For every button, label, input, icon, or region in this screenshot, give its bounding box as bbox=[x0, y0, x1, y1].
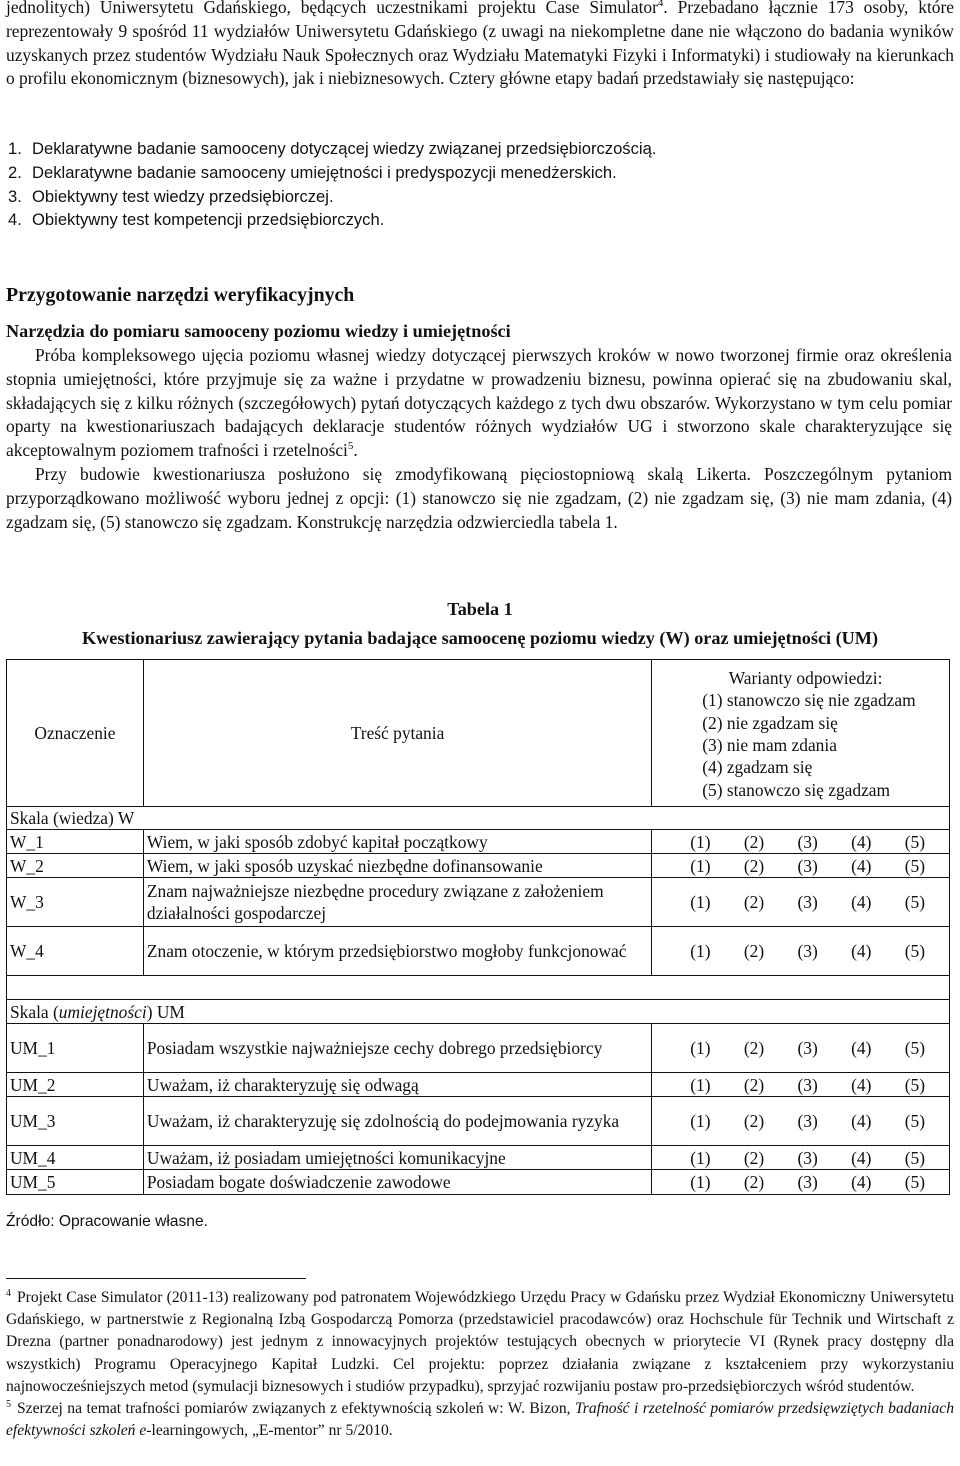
question-text: Posiadam bogate doświadczenie zawodowe bbox=[143, 1170, 651, 1195]
answer-option[interactable]: (4) bbox=[851, 941, 872, 962]
research-steps-list bbox=[6, 137, 954, 232]
answer-option[interactable]: (5) bbox=[904, 1172, 925, 1193]
answer-options bbox=[652, 1097, 950, 1146]
question-text: Uważam, iż charakteryzuję się odwagą bbox=[143, 1073, 651, 1097]
step-item bbox=[6, 137, 954, 161]
footnote-5 bbox=[6, 1398, 954, 1442]
table-source: Źródło: Opracowanie własne. bbox=[6, 1213, 208, 1230]
footnote-5-text: Szerzej na temat trafności pomiarów związanych z efektywnością szkoleń w: W. Bizon, bbox=[17, 1400, 575, 1418]
blank-cell bbox=[7, 976, 950, 1000]
question-text: Znam najważniejsze niezbędne procedury związane z założeniem działalności gospodarczej bbox=[143, 878, 651, 927]
answer-option[interactable]: (4) bbox=[851, 1111, 872, 1132]
answer-option[interactable]: (3) bbox=[797, 1172, 818, 1193]
table-caption: Kwestionariusz zawierający pytania badające samoocenę poziomu wiedzy (W) oraz umiejętności (UM) bbox=[81, 628, 879, 648]
scale-um-prefix: Skala ( bbox=[10, 1001, 59, 1022]
intro-paragraph bbox=[6, 0, 954, 91]
variant-option: (2) nie zgadzam się bbox=[702, 712, 838, 733]
variant-option: (3) nie mam zdania bbox=[702, 735, 837, 755]
table-row bbox=[7, 1073, 950, 1097]
answer-option[interactable]: (4) bbox=[851, 855, 872, 876]
footnote-5-number: 5 bbox=[6, 1398, 11, 1410]
step-number: 3. bbox=[8, 186, 22, 206]
answer-option[interactable]: (1) bbox=[690, 941, 711, 962]
paragraph-2: Przy budowie kwestionariusza posłużono się zmodyfikowaną pięciostopniową skalą Likerta. Poszczególnym pytaniom przyporządkowano możliwość wyboru jednej z opcji: (1) stanowczo się nie zgadzam, (2) nie zgadzam się, (3) nie mam zdania, (4) zgadzam się, (5) stanowczo się zgadzam. Konstrukcję narzędzia odzwierciedla tabela 1. bbox=[6, 463, 952, 532]
step-text: Deklaratywne badanie samooceny dotyczącej wiedzy związanej przedsiębiorczością. bbox=[32, 139, 657, 158]
table-header-row bbox=[7, 660, 950, 807]
answer-options bbox=[652, 1073, 950, 1097]
scale-w-row bbox=[7, 807, 950, 830]
answer-options bbox=[652, 1146, 950, 1170]
table-row bbox=[7, 854, 950, 878]
variant-option: (1) stanowczo się nie zgadzam bbox=[702, 690, 916, 711]
scale-um-suffix: ) UM bbox=[146, 1001, 185, 1022]
answer-option[interactable]: (4) bbox=[851, 1172, 872, 1193]
answer-options bbox=[652, 1170, 950, 1195]
question-text: Uważam, iż posiadam umiejętności komunikacyjne bbox=[143, 1146, 651, 1170]
answer-options bbox=[652, 878, 950, 927]
step-number: 2. bbox=[8, 162, 22, 182]
intro-text-rest: . Przebadano łącznie 173 osoby, które reprezentowały 9 spośród 11 wydziałów Uniwersytetu Gdańskiego (z uwagi na niekompletne dane nie włączono do badania wyników uzyskanych przez studentów Wydziału Nauk Społecznych oraz Wydziału Matematyki Fizyki i Informatyki) i studiowały na kierunkach o profilu ekonomicznym (biznesowych), jak i niebiznesowych. Cztery główne etapy badań przedstawiały się następująco: bbox=[6, 0, 954, 89]
answer-options bbox=[652, 1024, 950, 1073]
header-code: Oznaczenie bbox=[7, 660, 144, 807]
answer-option[interactable]: (3) bbox=[797, 1147, 818, 1168]
answer-option[interactable]: (5) bbox=[904, 941, 925, 962]
footnote-4-number: 4 bbox=[6, 1287, 11, 1299]
answer-option[interactable]: (1) bbox=[690, 1147, 711, 1168]
step-number: 4. bbox=[8, 210, 22, 230]
answer-option[interactable]: (2) bbox=[743, 855, 765, 876]
answer-option[interactable]: (1) bbox=[690, 831, 711, 852]
answer-options bbox=[652, 927, 950, 976]
answer-option[interactable]: (2) bbox=[743, 831, 765, 852]
question-code: W_4 bbox=[7, 927, 144, 976]
answer-option[interactable]: (3) bbox=[797, 831, 818, 852]
step-number: 1. bbox=[8, 139, 22, 158]
answer-option[interactable]: (2) bbox=[743, 1172, 765, 1193]
answer-option[interactable]: (1) bbox=[690, 1111, 711, 1132]
table-row bbox=[7, 927, 950, 976]
answer-option[interactable]: (2) bbox=[743, 1111, 765, 1132]
body-text bbox=[6, 344, 952, 534]
question-code: UM_4 bbox=[7, 1146, 144, 1170]
footnote-4 bbox=[6, 1287, 954, 1398]
answer-option[interactable]: (4) bbox=[851, 1074, 872, 1095]
answer-options bbox=[652, 830, 950, 854]
question-text: Wiem, w jaki sposób uzyskać niezbędne dofinansowanie bbox=[143, 854, 651, 878]
answer-option[interactable]: (5) bbox=[904, 892, 925, 913]
scale-w-row-label bbox=[7, 807, 950, 830]
answer-option[interactable]: (5) bbox=[904, 855, 925, 876]
questionnaire-table bbox=[6, 659, 950, 1195]
answer-option[interactable]: (1) bbox=[690, 1074, 711, 1095]
answer-option[interactable]: (1) bbox=[690, 892, 711, 913]
table-row bbox=[7, 1146, 950, 1170]
table-row bbox=[7, 1024, 950, 1073]
scale-um-italic: umiejętności bbox=[58, 1001, 147, 1022]
blank-row bbox=[7, 976, 950, 1000]
footnote-ref-4[interactable]: 4 bbox=[657, 0, 664, 10]
question-text: Uważam, iż charakteryzuję się zdolnością do podejmowania ryzyka bbox=[143, 1097, 651, 1146]
footnote-5-journal: „E-mentor” nr 5/2010. bbox=[251, 1422, 393, 1440]
answer-option[interactable]: (5) bbox=[904, 1038, 925, 1059]
answer-option[interactable]: (5) bbox=[904, 1147, 925, 1168]
header-question: Treść pytania bbox=[143, 660, 651, 807]
answer-option[interactable]: (5) bbox=[904, 1074, 925, 1095]
answer-option[interactable]: (1) bbox=[690, 1038, 711, 1059]
answer-option[interactable]: (3) bbox=[797, 892, 818, 913]
question-code: UM_5 bbox=[7, 1170, 144, 1195]
step-item bbox=[6, 161, 954, 185]
answer-option[interactable]: (3) bbox=[797, 1074, 818, 1095]
question-text: Posiadam wszystkie najważniejsze cechy dobrego przedsiębiorcy bbox=[143, 1024, 651, 1073]
footnote-5-title: Trafność i rzetelność pomiarów przedsięwziętych badaniach efektywności szkoleń e- bbox=[6, 1400, 954, 1440]
footnotes bbox=[6, 1287, 954, 1442]
question-text: Znam otoczenie, w którym przedsiębiorstwo mogłoby funkcjonować bbox=[143, 927, 651, 976]
step-item bbox=[6, 208, 954, 232]
answer-option[interactable]: (4) bbox=[851, 892, 872, 913]
answer-option[interactable]: (3) bbox=[797, 1038, 818, 1059]
intro-text-start: jednolitych) Uniwersytetu Gdańskiego, będących uczestnikami projektu Case Simulator bbox=[6, 0, 658, 17]
answer-option[interactable]: (2) bbox=[743, 892, 765, 913]
scale-um-row-label bbox=[7, 1000, 950, 1024]
answer-option[interactable]: (4) bbox=[851, 831, 872, 852]
scale-w-text: Skala (wiedza) W bbox=[10, 808, 135, 828]
question-code: UM_1 bbox=[7, 1024, 144, 1073]
subsection-title: Narzędzia do pomiaru samooceny poziomu wiedzy i umiejętności bbox=[6, 321, 511, 341]
answer-option[interactable]: (3) bbox=[797, 941, 818, 962]
table-row bbox=[7, 1097, 950, 1146]
footnote-ref-5[interactable]: 5 bbox=[347, 440, 354, 453]
table-row bbox=[7, 878, 950, 927]
question-code: W_2 bbox=[7, 854, 144, 878]
step-text: Obiektywny test kompetencji przedsiębiorczych. bbox=[32, 210, 385, 230]
answer-options bbox=[652, 854, 950, 878]
footnote-separator bbox=[6, 1278, 306, 1279]
answer-option[interactable]: (5) bbox=[904, 831, 925, 852]
answer-option[interactable]: (4) bbox=[851, 1147, 872, 1168]
answer-option[interactable]: (3) bbox=[797, 855, 818, 876]
question-text: Wiem, w jaki sposób zdobyć kapitał początkowy bbox=[143, 830, 651, 854]
table-label: Tabela 1 bbox=[447, 599, 513, 619]
footnote-4-text: Projekt Case Simulator (2011-13) realizowany pod patronatem Wojewódzkiego Urzędu Pracy w Gdańsku przez Wydział Ekonomiczny Uniwersytetu Gdańskiego, w partnerstwie z Regionalną Izbą Gospodarczą Pomorza (przedstawiciel pracodawców) oraz Hochschule für Technik und Wirtschaft z Drezna (partner ponadnarodowy) jest jednym z innowacyjnych projektów testujących obecnych w priorytecie VI (Rynek pracy dostępny dla wszystkich) Programu Operacyjnego Kapitał Ludzki. Cel projektu: poprzez działania związane z kształceniem przy wykorzystaniu najnowocześniejszych metod (symulacji biznesowych i studiów przypadku), sprzyjać rozwijaniu postaw pro-przedsiębiorczych wśród studentów. bbox=[6, 1289, 954, 1395]
question-code: UM_3 bbox=[7, 1097, 144, 1146]
answer-option[interactable]: (2) bbox=[743, 941, 765, 962]
answer-option[interactable]: (2) bbox=[743, 1074, 765, 1095]
paragraph-1-end: . bbox=[353, 440, 358, 461]
variants-title: Warianty odpowiedzi: bbox=[728, 667, 883, 688]
footnote-5-mid: learningowych, bbox=[151, 1422, 252, 1440]
step-item bbox=[6, 185, 954, 209]
step-text: Obiektywny test wiedzy przedsiębiorczej. bbox=[32, 186, 334, 206]
variant-option: (5) stanowczo się zgadzam bbox=[702, 779, 891, 800]
answer-option[interactable]: (1) bbox=[690, 1172, 711, 1193]
answer-option[interactable]: (2) bbox=[743, 1147, 765, 1168]
header-variants bbox=[652, 660, 950, 807]
table-row bbox=[7, 1170, 950, 1195]
table-row bbox=[7, 830, 950, 854]
answer-option[interactable]: (2) bbox=[743, 1038, 765, 1059]
answer-option[interactable]: (5) bbox=[904, 1111, 925, 1132]
question-code: W_1 bbox=[7, 830, 144, 854]
paragraph-1 bbox=[6, 344, 952, 463]
paragraph-1-text: Próba kompleksowego ujęcia poziomu własnej wiedzy dotyczącej pierwszych kroków w nowo tworzonej firmie oraz określenia stopnia umiejętności, które przyjmuje się za ważne i przydatne w prowadzeniu biznesu, powinna opierać się na zbudowaniu skal, składających się z kilku różnych (szczegółowych) pytań dotyczących każdego z tych dwu obszarów. Wykorzystano w tym celu pomiar oparty na kwestionariuszach badających deklaracje studentów różnych wydziałów UG i stworzono skale charakteryzujące się akceptowalnym poziomem trafności i rzetelności bbox=[6, 345, 952, 461]
section-title: Przygotowanie narzędzi weryfikacyjnych bbox=[6, 284, 355, 306]
question-code: W_3 bbox=[7, 878, 144, 927]
scale-um-row bbox=[7, 1000, 950, 1024]
answer-option[interactable]: (3) bbox=[797, 1111, 818, 1132]
question-code: UM_2 bbox=[7, 1073, 144, 1097]
answer-option[interactable]: (1) bbox=[690, 855, 711, 876]
answer-option[interactable]: (4) bbox=[851, 1038, 872, 1059]
variant-option: (4) zgadzam się bbox=[702, 757, 813, 778]
step-text: Deklaratywne badanie samooceny umiejętności i predyspozycji menedżerskich. bbox=[32, 162, 617, 182]
